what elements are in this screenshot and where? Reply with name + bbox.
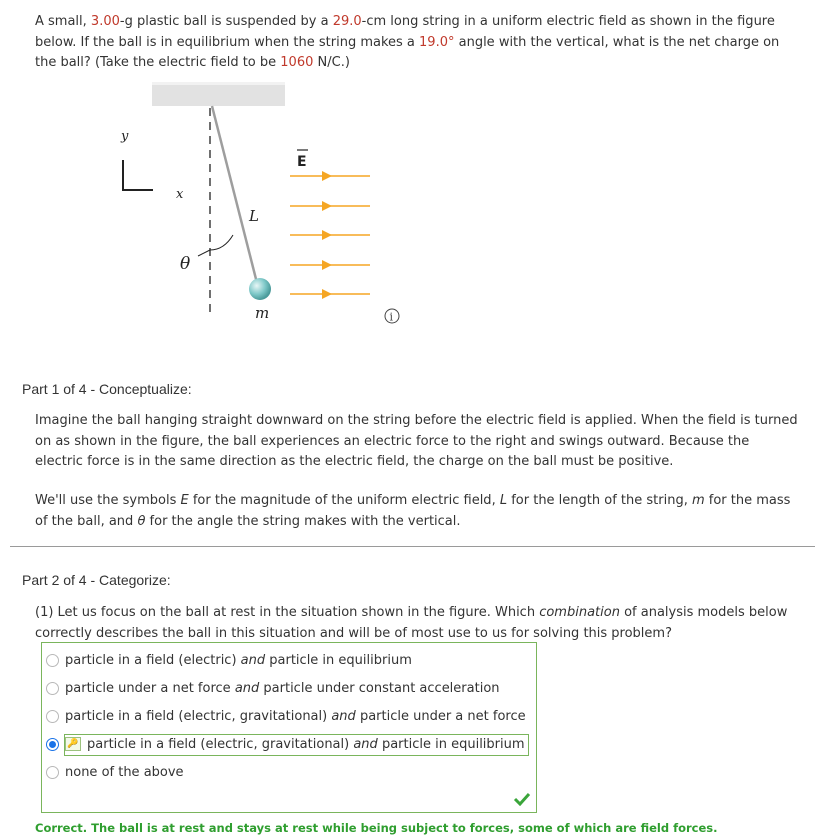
info-icon[interactable] bbox=[385, 309, 399, 324]
part2-question: (1) Let us focus on the ball at rest in the situation shown in the figure. Which combination of analysis models below correctly describes the ball in this situation and will be of most use to us for solving this problem? bbox=[35, 605, 788, 641]
option-3-label: particle in a field (electric, gravitational) and particle under a net force bbox=[65, 708, 526, 724]
option-4-radio[interactable] bbox=[46, 738, 59, 751]
svg-text:i: i bbox=[389, 310, 394, 324]
field-value: 1060 bbox=[280, 55, 314, 70]
option-3-radio[interactable] bbox=[46, 710, 59, 723]
length-value: 29.0 bbox=[332, 14, 362, 29]
angle-value: 19.0° bbox=[419, 34, 455, 50]
axis-y-label: y bbox=[121, 129, 129, 144]
pendulum-figure bbox=[100, 80, 420, 330]
angle-arc bbox=[210, 235, 233, 250]
field-arrows bbox=[290, 171, 370, 299]
part1-paragraph-2: We'll use the symbols E for the magnitude of the uniform electric field, L for the length of the string, m for the mass of the ball, and θ for the angle the string makes with the vertical. bbox=[35, 493, 791, 529]
theta-label: θ bbox=[180, 254, 191, 274]
option-2-label: particle under a net force and particle under constant acceleration bbox=[65, 680, 500, 696]
axis-x-label: x bbox=[176, 187, 184, 202]
mass-label: m bbox=[255, 304, 270, 322]
feedback-text: Correct. The ball is at rest and stays at rest while being subject to forces, some of which are field forces. bbox=[35, 821, 718, 835]
problem-statement: A small, 3.00-g plastic ball is suspended by a 29.0-cm long string in a uniform electric field as shown in the figure below. If the ball is in equilibrium when the string makes a 19.0° angle with the vertical, what is the net charge on the ball? (Take the electric field to be 1060 N/C.) bbox=[35, 14, 780, 70]
checkmark-icon bbox=[513, 792, 531, 806]
section-divider bbox=[10, 546, 815, 547]
option-4[interactable] bbox=[46, 734, 525, 754]
part1-title: Part 1 of 4 - Conceptualize: bbox=[22, 381, 192, 397]
option-3[interactable] bbox=[46, 706, 526, 726]
option-5-radio[interactable] bbox=[46, 766, 59, 779]
string bbox=[212, 106, 257, 283]
part1-paragraph-1: Imagine the ball hanging straight downward on the string before the electric field is applied. When the field is turned on as shown in the figure, the ball experiences an electric force to the right and swings outward. Because the electric force is in the same direction as the electric field, the charge on the ball must be positive. bbox=[35, 413, 798, 469]
field-label: E bbox=[297, 154, 307, 170]
mass-value: 3.00 bbox=[90, 14, 120, 29]
ceiling bbox=[152, 82, 285, 106]
ball bbox=[249, 278, 271, 300]
option-2-radio[interactable] bbox=[46, 682, 59, 695]
option-1-label: particle in a field (electric) and particle in equilibrium bbox=[65, 652, 412, 668]
part2-title: Part 2 of 4 - Categorize: bbox=[22, 572, 171, 588]
option-1[interactable] bbox=[46, 650, 412, 670]
option-4-label: particle in a field (electric, gravitational) and particle in equilibrium bbox=[87, 736, 525, 752]
length-label: L bbox=[249, 207, 259, 225]
option-5-label: none of the above bbox=[65, 764, 184, 780]
option-2[interactable] bbox=[46, 678, 500, 698]
option-1-radio[interactable] bbox=[46, 654, 59, 667]
option-5[interactable] bbox=[46, 762, 184, 782]
key-icon: 🔑 bbox=[65, 737, 81, 751]
